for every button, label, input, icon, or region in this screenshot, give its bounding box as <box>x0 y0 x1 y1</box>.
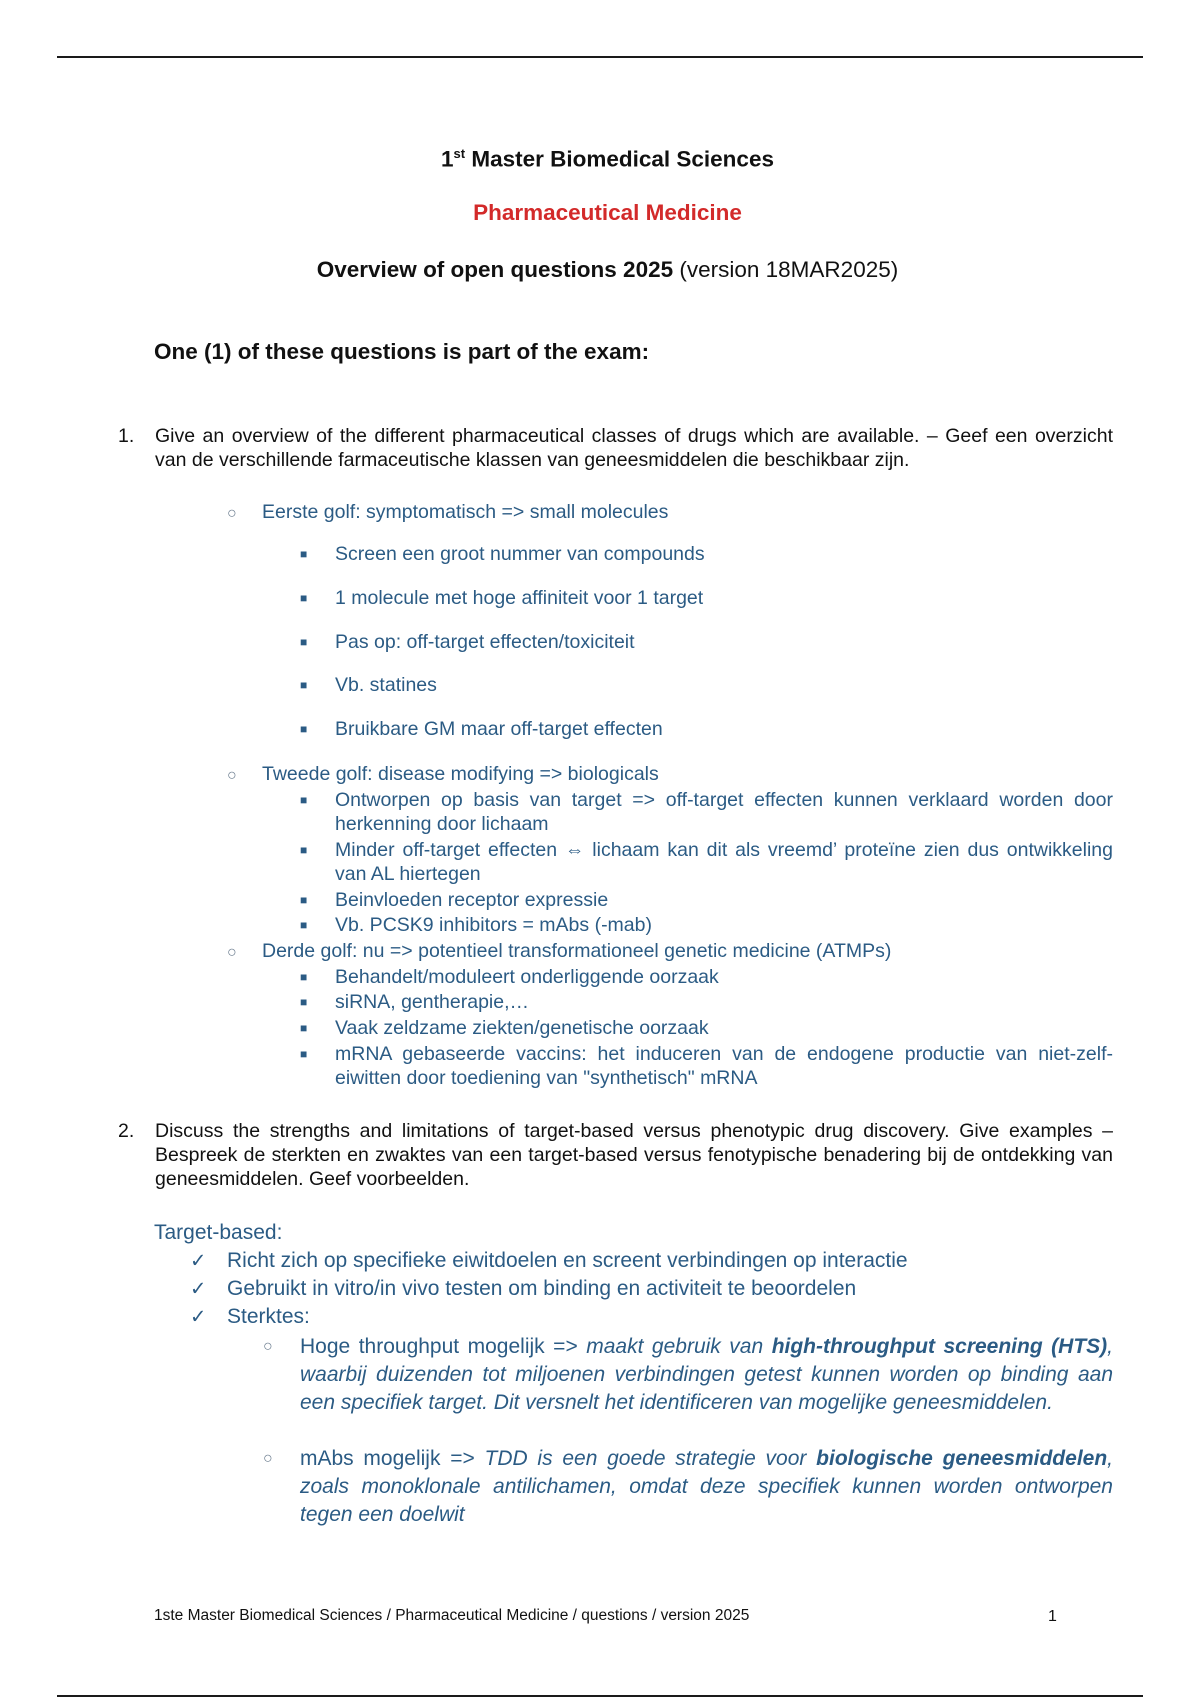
strength-hts: Hoge throughput mogelijk => maakt gebruik van high-throughput screening (HTS), waarbij duizenden tot miljoenen verbindingen getest kunnen worden op binding aan een specifiek target. Dit versnelt het identificeren van mogelijke geneesmiddelen. <box>300 1335 1114 1414</box>
wave-1-item: 1 molecule met hoge affiniteit voor 1 target <box>335 587 704 609</box>
target-based-heading: Target-based: <box>154 1221 283 1244</box>
circle-bullet-icon: ○ <box>227 767 237 784</box>
wave-2-item: Vb. PCSK9 inhibitors = mAbs (-mab) <box>335 914 652 936</box>
checkmark-icon: ✓ <box>190 1278 207 1300</box>
bottom-rule <box>57 1695 1143 1697</box>
wave-1-title: Eerste golf: symptomatisch => small molecules <box>262 501 669 523</box>
wave-1-item: Pas op: off-target effecten/toxiciteit <box>335 631 635 653</box>
wave-2-item: Ontworpen op basis van target => off-target effecten kunnen verklaard worden door herkenning door lichaam <box>335 789 1113 835</box>
square-bullet-icon: ■ <box>300 1021 308 1035</box>
square-bullet-icon: ■ <box>300 893 308 907</box>
square-bullet-icon: ■ <box>300 970 308 984</box>
target-based-point: Richt zich op specifieke eiwitdoelen en screent verbindingen op interactie <box>227 1249 908 1272</box>
wave-3-item: siRNA, gentherapie,… <box>335 991 530 1013</box>
checkmark-icon: ✓ <box>190 1306 207 1328</box>
wave-2-item: Minder off-target effecten ⇔ lichaam kan dit als vreemd’ proteïne zien dus ontwikkeling van AL hiertegen <box>335 839 1113 885</box>
wave-3-title: Derde golf: nu => potentieel transformationeel genetic medicine (ATMPs) <box>262 940 892 962</box>
square-bullet-icon: ■ <box>300 918 308 932</box>
question-text: Give an overview of the different pharmaceutical classes of drugs which are available. – Geef een overzicht van de verschillende farmaceutische klassen van geneesmiddelen die beschikbaar zijn. <box>155 425 1113 471</box>
circle-bullet-icon: ○ <box>227 505 237 522</box>
subject-title: Pharmaceutical Medicine <box>473 200 742 225</box>
footer-text: 1ste Master Biomedical Sciences / Pharmaceutical Medicine / questions / version 2025 <box>154 1607 750 1624</box>
wave-2-item: Beinvloeden receptor expressie <box>335 889 609 911</box>
square-bullet-icon: ■ <box>300 843 308 857</box>
wave-1-item: Screen een groot nummer van compounds <box>335 543 705 565</box>
circle-bullet-icon: ○ <box>263 1450 273 1467</box>
wave-1-item: Bruikbare GM maar off-target effecten <box>335 718 663 740</box>
square-bullet-icon: ■ <box>300 793 308 807</box>
square-bullet-icon: ■ <box>300 591 308 605</box>
square-bullet-icon: ■ <box>300 547 308 561</box>
strength-mabs: mAbs mogelijk => TDD is een goede strategie voor biologische geneesmiddelen, zoals monoklonale antilichamen, omdat deze specifiek kunnen worden ontworpen tegen een doelwit <box>300 1447 1114 1526</box>
wave-3-item: mRNA gebaseerde vaccins: het induceren van de endogene productie van niet-zelf-eiwitten door toediening van "synthetisch" mRNA <box>335 1043 1113 1089</box>
circle-bullet-icon: ○ <box>227 944 237 961</box>
wave-2-title: Tweede golf: disease modifying => biologicals <box>262 763 659 785</box>
question-number: 1. <box>118 425 135 447</box>
square-bullet-icon: ■ <box>300 995 308 1009</box>
page-number: 1 <box>1048 1608 1057 1625</box>
target-based-point: Gebruikt in vitro/in vivo testen om binding en activiteit te beoordelen <box>227 1277 857 1300</box>
square-bullet-icon: ■ <box>300 1047 308 1061</box>
wave-3-item: Vaak zeldzame ziekten/genetische oorzaak <box>335 1017 709 1039</box>
square-bullet-icon: ■ <box>300 635 308 649</box>
question-number: 2. <box>118 1120 135 1142</box>
question-text: Discuss the strengths and limitations of target-based versus phenotypic drug discovery. Give examples – Bespreek de sterkten en zwaktes van een target-based versus fenotypische benadering bij de ontdekking van geneesmiddelen. Geef voorbeelden. <box>155 1120 1113 1190</box>
overview-title: Overview of open questions 2025 (version 18MAR2025) <box>316 257 899 282</box>
intro-heading: One (1) of these questions is part of the exam: <box>154 339 650 364</box>
top-rule <box>57 56 1143 58</box>
checkmark-icon: ✓ <box>190 1250 207 1272</box>
target-based-point: Sterktes: <box>227 1305 310 1328</box>
wave-1-item: Vb. statines <box>335 674 437 696</box>
circle-bullet-icon: ○ <box>263 1338 273 1355</box>
square-bullet-icon: ■ <box>300 722 308 736</box>
wave-3-item: Behandelt/moduleert onderliggende oorzaak <box>335 966 719 988</box>
square-bullet-icon: ■ <box>300 678 308 692</box>
course-title: 1st Master Biomedical Sciences <box>441 146 774 172</box>
